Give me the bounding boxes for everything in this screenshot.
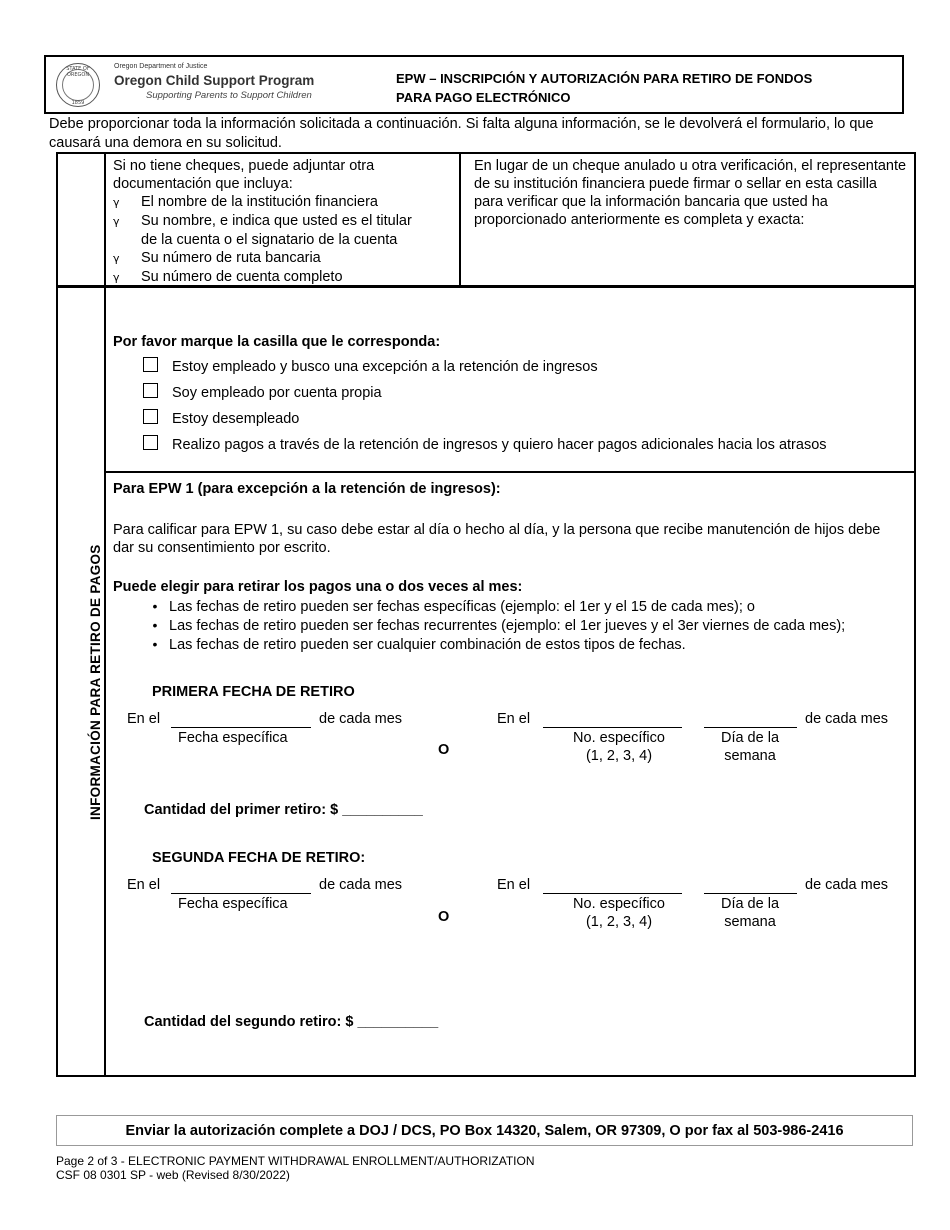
option-self-employed[interactable]: Soy empleado por cuenta propia bbox=[143, 383, 382, 401]
second-amount-field[interactable]: Cantidad del segundo retiro: $ __________ bbox=[144, 1014, 439, 1030]
option-unemployed[interactable]: Estoy desempleado bbox=[143, 409, 299, 427]
list-item: • Las fechas de retiro pueden ser fechas recurrentes (ejemplo: el 1er jueves y el 3er viernes de cada mes); bbox=[152, 617, 846, 634]
bank-verification-box[interactable]: En lugar de un cheque anulado u otra verificación, el representante de su institución financiera puede firmar o sellar en esta casilla para verificar que la información bancaria que usted ha proporcionado anteriormente es completa y exacta: bbox=[474, 158, 907, 228]
mailing-instructions: Enviar la autorización complete a DOJ / DCS, PO Box 14320, Salem, OR 97309, O por fax al 503-986-2416 bbox=[56, 1115, 913, 1146]
withdrawal-frequency-heading: Puede elegir para retirar los pagos una o dos veces al mes: bbox=[113, 579, 523, 595]
list-item: • Las fechas de retiro pueden ser fechas específicas (ejemplo: el 1er y el 15 de cada mes); o bbox=[152, 598, 755, 615]
list-item: • Las fechas de retiro pueden ser cualquier combinación de estos tipos de fechas. bbox=[152, 636, 686, 653]
first-amount-field[interactable]: Cantidad del primer retiro: $ __________ bbox=[144, 802, 423, 818]
first-withdrawal-title: PRIMERA FECHA DE RETIRO bbox=[152, 684, 355, 700]
first-specific-number-field[interactable] bbox=[543, 727, 682, 728]
program-name: Oregon Child Support Program bbox=[114, 73, 315, 88]
or-separator: O bbox=[438, 742, 450, 758]
option-additional-payments[interactable]: Realizo pagos a través de la retención de ingresos y quiero hacer pagos adicionales hacia los atrasos bbox=[143, 435, 827, 453]
epw1-heading: Para EPW 1 (para excepción a la retención de ingresos): bbox=[113, 481, 501, 497]
no-checks-documentation: Si no tiene cheques, puede adjuntar otra documentación que incluya: γ El nombre de la institución financiera γ Su nombre, e indica que usted es el titular de la cuenta o el signatario de la cuenta γ Su número de ruta bancaria γ Su número de cuenta completo bbox=[113, 158, 412, 285]
second-weekday-field[interactable] bbox=[704, 893, 797, 894]
checkbox[interactable] bbox=[143, 357, 158, 372]
oregon-seal-icon: STATE OF OREGON 1859 bbox=[56, 63, 100, 107]
checkbox-heading: Por favor marque la casilla que le corresponda: bbox=[113, 334, 441, 350]
form-title: EPW – INSCRIPCIÓN Y AUTORIZACIÓN PARA RETIRO DE FONDOS PARA PAGO ELECTRÓNICO bbox=[396, 71, 813, 105]
list-item: γ Su número de ruta bancaria bbox=[113, 250, 321, 266]
department-name: Oregon Department of Justice bbox=[114, 63, 208, 70]
list-item: γ Su nombre, e indica que usted es el titular bbox=[113, 213, 412, 229]
second-specific-number-field[interactable] bbox=[543, 893, 682, 894]
checkbox[interactable] bbox=[143, 435, 158, 450]
withdrawal-rules-list bbox=[141, 597, 845, 654]
intro-notice: Debe proporcionar toda la información solicitada a continuación. Si falta alguna información, se le devolverá el formulario, lo que causará una demora en su solicitud. bbox=[49, 116, 874, 151]
epw1-qualification: Para calificar para EPW 1, su caso debe estar al día o hecho al día, y la persona que recibe manutención de hijos debe dar su consentimiento por escrito. bbox=[113, 522, 881, 556]
list-item: γ Su número de cuenta completo bbox=[113, 269, 343, 285]
second-specific-date-field[interactable] bbox=[171, 893, 311, 894]
option-employed-exception[interactable]: Estoy empleado y busco una excepción a la retención de ingresos bbox=[143, 357, 598, 375]
checkbox[interactable] bbox=[143, 409, 158, 424]
first-weekday-field[interactable] bbox=[704, 727, 797, 728]
form-header bbox=[44, 55, 904, 114]
form-number: CSF 08 0301 SP - web (Revised 8/30/2022) bbox=[56, 1168, 290, 1182]
checkbox[interactable] bbox=[143, 383, 158, 398]
second-withdrawal-title: SEGUNDA FECHA DE RETIRO: bbox=[152, 850, 366, 866]
first-specific-date-field[interactable] bbox=[171, 727, 311, 728]
vertical-section-label: INFORMACIÓN PARA RETIRO DE PAGOS bbox=[88, 544, 103, 820]
list-item: γ El nombre de la institución financiera bbox=[113, 194, 378, 210]
page-footer: Page 2 of 3 - ELECTRONIC PAYMENT WITHDRAWAL ENROLLMENT/AUTHORIZATION bbox=[56, 1154, 535, 1168]
or-separator: O bbox=[438, 909, 450, 925]
program-tagline: Supporting Parents to Support Children bbox=[146, 90, 312, 101]
